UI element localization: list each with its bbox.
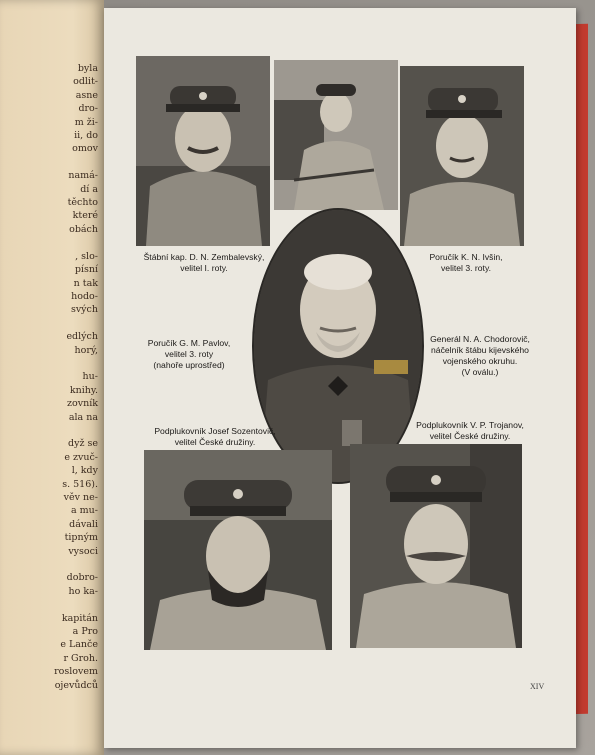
left-page-line: n tak (73, 277, 98, 289)
left-page-line: a mu- (70, 505, 98, 517)
left-page-line: horý, (74, 344, 98, 356)
left-page-line (2, 424, 98, 437)
left-page-line: asne (75, 89, 98, 101)
caption-line: Podplukovník V. P. Trojanov, (416, 420, 524, 430)
left-page-line: e Lanče (60, 639, 98, 651)
left-page-line (2, 156, 98, 169)
caption-line: velitel 3. roty. (441, 263, 491, 273)
left-page-line: tipným (64, 532, 98, 544)
left-page-line: namá- (68, 170, 98, 182)
caption-line: velitel 3. roty (164, 349, 214, 359)
caption-line: velitel České družiny. (174, 437, 256, 447)
caption-line: velitel I. roty. (180, 263, 228, 273)
caption-ivsin (412, 252, 520, 274)
caption-line: (nahoře uprostřed) (153, 360, 225, 370)
left-page-line: ho ka- (68, 585, 98, 597)
left-page-line: ii, do (74, 130, 98, 142)
left-page-line: dyž se (68, 438, 98, 450)
left-page-line (2, 357, 98, 370)
portrait-image (350, 444, 522, 648)
left-page-line: a Pro (72, 626, 98, 638)
left-page-line: svých (70, 304, 98, 316)
left-page-line: r Groh. (63, 652, 98, 664)
caption-line: velitel České družiny. (429, 431, 511, 441)
portrait-ivsin (400, 66, 524, 246)
left-page-line: odlit- (73, 76, 98, 88)
left-page-line: obách (69, 223, 98, 235)
caption-line: náčelník štábu kijevského (431, 345, 529, 355)
caption-chodorovic (424, 334, 536, 378)
portrait-sozentovic (144, 450, 332, 650)
caption-zembalevsky (134, 252, 274, 274)
caption-line: Poručík G. M. Pavlov, (147, 338, 231, 348)
caption-line: (V oválu.) (461, 367, 499, 377)
portrait-pavlov (274, 60, 398, 210)
left-page-line: které (72, 210, 98, 222)
left-page-line: zovník (66, 398, 98, 410)
portrait-image (136, 56, 270, 246)
left-page-line: hu- (82, 371, 98, 383)
page-number: XIV (530, 682, 545, 691)
left-page-line (2, 558, 98, 571)
left-page-line: m ži- (74, 116, 98, 128)
left-page-line (2, 317, 98, 330)
left-page-line: dávali (69, 518, 98, 530)
caption-line: Poručík K. N. Ivšin, (429, 252, 503, 262)
left-page-line: dobro- (66, 572, 98, 584)
caption-line: vojenského okruhu. (442, 356, 518, 366)
caption-line: Podplukovník Josef Sozentovič, (154, 426, 276, 436)
left-page-line: roslovem (54, 666, 98, 678)
caption-trojanov (410, 420, 530, 442)
left-page-line (2, 236, 98, 249)
left-page-line: dro- (78, 103, 98, 115)
portrait-image (400, 66, 524, 246)
left-page-line: hodo- (71, 290, 98, 302)
left-page-line: omov (72, 143, 98, 155)
left-page-line (2, 598, 98, 611)
left-page (0, 0, 104, 755)
portrait-zembalevsky (136, 56, 270, 246)
right-page (104, 8, 576, 748)
left-page-line: ala na (68, 411, 98, 423)
left-page-line: l, kdy (71, 465, 98, 477)
left-page-line: vysoci (68, 545, 98, 557)
left-page-text (2, 62, 98, 692)
portrait-image (144, 450, 332, 650)
left-page-line: kapitán (61, 612, 98, 624)
caption-line: Generál N. A. Chodorovič, (430, 334, 530, 344)
portrait-image (274, 60, 398, 210)
caption-pavlov (130, 338, 248, 371)
caption-sozentovic (140, 426, 290, 448)
left-page-line: edlých (66, 331, 98, 343)
left-page-line: písní (74, 264, 98, 276)
left-page-line: , slo- (75, 250, 98, 262)
left-page-line: věv ne- (63, 492, 98, 503)
left-page-line: těchto (67, 197, 98, 209)
left-page-line: ojevůdců (54, 679, 98, 691)
portrait-trojanov (350, 444, 522, 648)
caption-line: Štábní kap. D. N. Zembalevský, (143, 252, 265, 262)
left-page-line: s. 516). (62, 478, 98, 490)
left-page-line: e zvuč- (64, 451, 98, 463)
left-page-line: byla (77, 63, 98, 74)
left-page-line: dí a (80, 183, 98, 195)
left-page-line: knihy. (69, 384, 98, 396)
